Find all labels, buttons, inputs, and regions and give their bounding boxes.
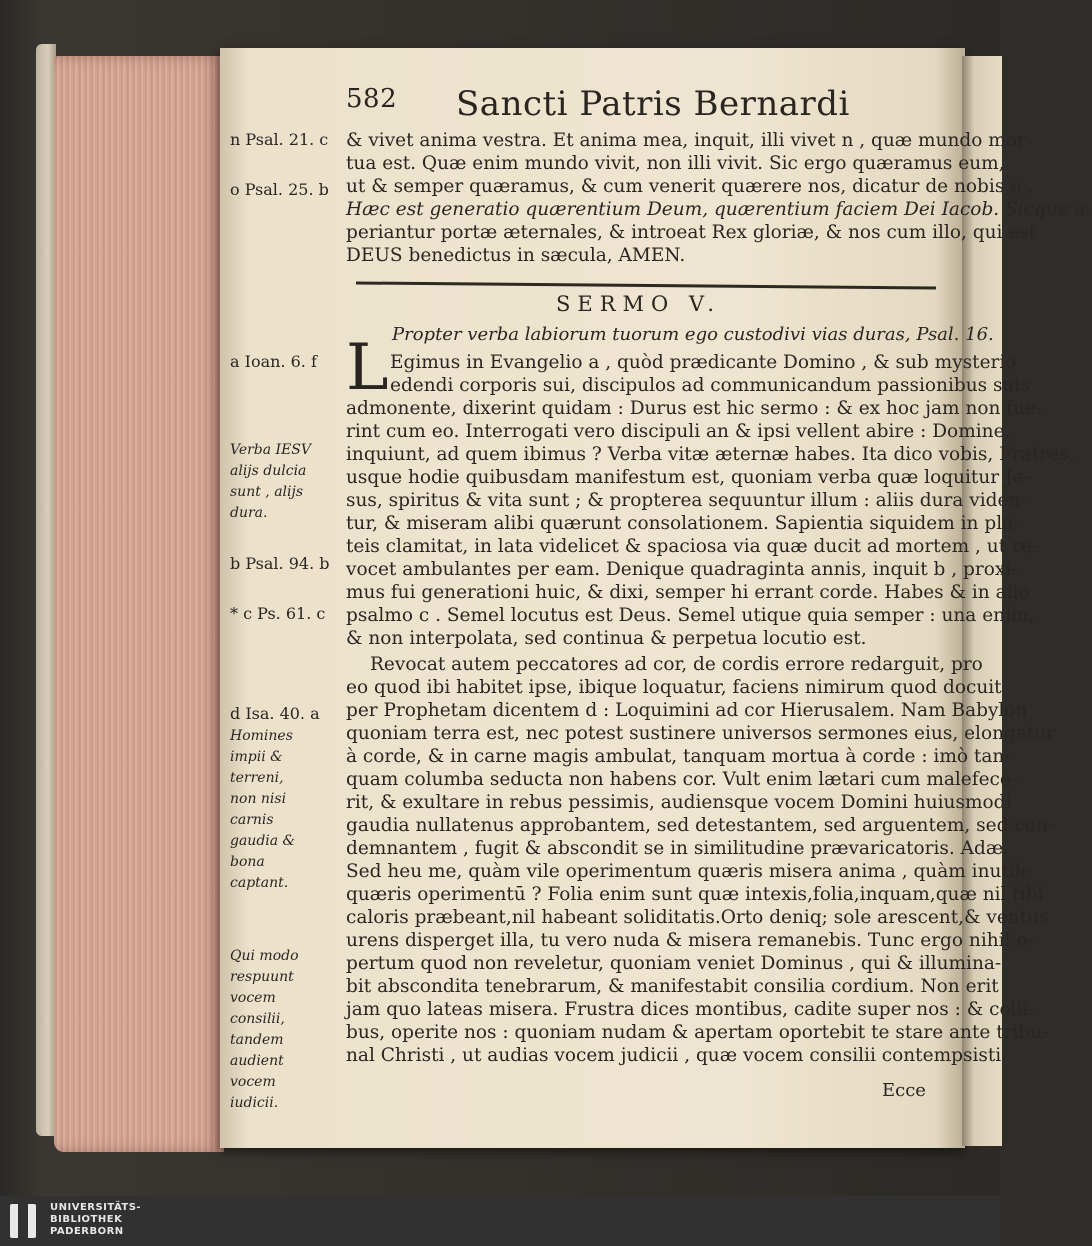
text-line: tur, & miseram alibi quærunt consolationem. Sapientia siquidem in pla- — [346, 513, 1020, 534]
text-line: teis clamitat, in lata videlicet & spaciosa via quæ ducit ad mortem , ut re- — [346, 536, 1039, 557]
text-line: à corde, & in carne magis ambulat, tanquam mortua à corde : imò tan- — [346, 746, 1011, 767]
book-cover-edge — [36, 44, 56, 1136]
margin-reference: o Psal. 25. b — [230, 180, 329, 199]
text-line: sus, spiritus & vita sunt ; & propterea sequuntur illum : aliis dura viden- — [346, 490, 1027, 511]
margin-reference: a Ioan. 6. f — [230, 352, 317, 371]
sermon-title: SERMO V. — [556, 292, 722, 316]
margin-gloss: Homines impii & terreni, non nisi carnis gaudia & bona captant. — [230, 728, 296, 891]
margin-reference: * c Ps. 61. c — [230, 604, 326, 623]
text-line: tua est. Quæ enim mundo vivit, non illi vivit. Sic ergo quæramus eum, — [346, 153, 1005, 174]
catchword: Ecce — [882, 1080, 926, 1101]
text-line: gaudia nullatenus approbantem, sed detestantem, sed arguentem, sed con- — [346, 815, 1054, 836]
margin-gloss: Qui modo respuunt vocem consilii, tandem audient vocem iudicii. — [230, 948, 299, 1111]
text-line: bit abscondita tenebrarum, & manifestabit consilia cordium. Non erit — [346, 976, 999, 997]
text-line: periantur portæ æternales, & introeat Rex gloriæ, & nos cum illo, qui est — [346, 222, 1037, 243]
text-line: psalmo c . Semel locutus est Deus. Semel utique quia semper : una enim, — [346, 605, 1035, 626]
text-line: edendi corporis sui, discipulos ad communicandum passionibus suis — [390, 375, 1030, 396]
text-line: demnantem , fugit & abscondit se in similitudine prævaricatoris. Adæ. — [346, 838, 1010, 859]
library-line: UNIVERSITÄTS- — [50, 1202, 142, 1213]
text-line: caloris præbeant,nil habeant soliditatis.Orto deniq; sole arescent,& ventus — [346, 907, 1049, 928]
text-line: Revocat autem peccatores ad cor, de cordis errore redarguit, pro — [370, 654, 983, 675]
text-line: jam quo lateas misera. Frustra dices montibus, cadite super nos : & colli- — [346, 999, 1035, 1020]
text-line: nal Christi , ut audias vocem judicii , quæ vocem consilii contempsisti. — [346, 1045, 1008, 1066]
margin-reference: d Isa. 40. a — [230, 704, 320, 723]
text-line: quam columba seducta non habens cor. Vult enim lætari cum malefece- — [346, 769, 1018, 790]
library-name — [50, 1202, 141, 1238]
margin-reference: b Psal. 94. b — [230, 554, 330, 573]
page-number: 582 — [346, 84, 398, 114]
text-line: ut & semper quæramus, & cum venerit quærere nos, dicatur de nobis o . — [346, 176, 1034, 197]
text-line: mus fui generationi huic, & dixi, semper hi errant corde. Habes & in alio — [346, 582, 1030, 603]
text-line: Hæc est generatio quærentium Deum, quærentium faciem Dei Iacob. Sicque a- — [346, 199, 1092, 220]
library-line: PADERBORN — [50, 1226, 124, 1237]
text-line: eo quod ibi habitet ipse, ibique loquatur, faciens nimirum quod docuit — [346, 677, 1002, 698]
margin-reference: n Psal. 21. c — [230, 130, 329, 149]
library-line: BIBLIOTHEK — [50, 1214, 123, 1225]
text-line: & non interpolata, sed continua & perpetua locutio est. — [346, 628, 867, 649]
running-title: Sancti Patris Bernardi — [456, 84, 850, 124]
text-line: rint cum eo. Interrogati vero discipuli an & ipsi vellent abire : Domine, — [346, 421, 1011, 442]
text-line: Sed heu me, quàm vile operimentum quæris misera anima , quàm inutile — [346, 861, 1032, 882]
text-line: vocet ambulantes per eam. Denique quadraginta annis, inquit b , proxi- — [346, 559, 1018, 580]
text-line: pertum quod non reveletur, quoniam veniet Dominus , qui & illumina- — [346, 953, 1002, 974]
text-line: rit, & exultare in rebus pessimis, audiensque vocem Domini huiusmodi — [346, 792, 1012, 813]
text-line: urens disperget illa, tu vero nuda & misera remanebis. Tunc ergo nihil o- — [346, 930, 1034, 951]
text-line: admonente, dixerint quidam : Durus est hic sermo : & ex hoc jam non fue- — [346, 398, 1043, 419]
running-head — [346, 84, 946, 128]
text-line: usque hodie quibusdam manifestum est, quoniam verba quæ loquitur Je- — [346, 467, 1030, 488]
section-rule — [356, 281, 936, 289]
library-logo-icon — [10, 1204, 36, 1238]
library-footer — [0, 1196, 1000, 1246]
margin-gloss: Verba IESV alijs dulcia sunt , alijs dura. — [230, 442, 312, 521]
text-line: inquiunt, ad quem ibimus ? Verba vitæ æternæ habes. Ita dico vobis, Fratres, — [346, 444, 1075, 465]
text-line: & vivet anima vestra. Et anima mea, inquit, illi vivet n , quæ mundo mor- — [346, 130, 1033, 151]
text-line: bus, operite nos : quoniam nudam & apertam oportebit te stare ante tribu- — [346, 1022, 1049, 1043]
text-line: Egimus in Evangelio a , quòd prædicante Domino , & sub mysterio — [390, 352, 1017, 373]
text-line: quæris operimentū ? Folia enim sunt quæ intexis,folia,inquam,quæ nil tibi — [346, 884, 1044, 905]
sermon-motto: Propter verba labiorum tuorum ego custodivi vias duras, Psal. 16. — [392, 324, 994, 345]
text-line: quoniam terra est, nec potest sustinere universos sermones eius, elongatur — [346, 723, 1056, 744]
page-text — [230, 80, 1092, 1111]
drop-cap: L — [346, 331, 389, 405]
text-line: per Prophetam dicentem d : Loquimini ad cor Hierusalem. Nam Babylon — [346, 700, 1028, 721]
text-line: DEUS benedictus in sæcula, AMEN. — [346, 245, 686, 266]
page-fore-edge — [54, 56, 224, 1152]
